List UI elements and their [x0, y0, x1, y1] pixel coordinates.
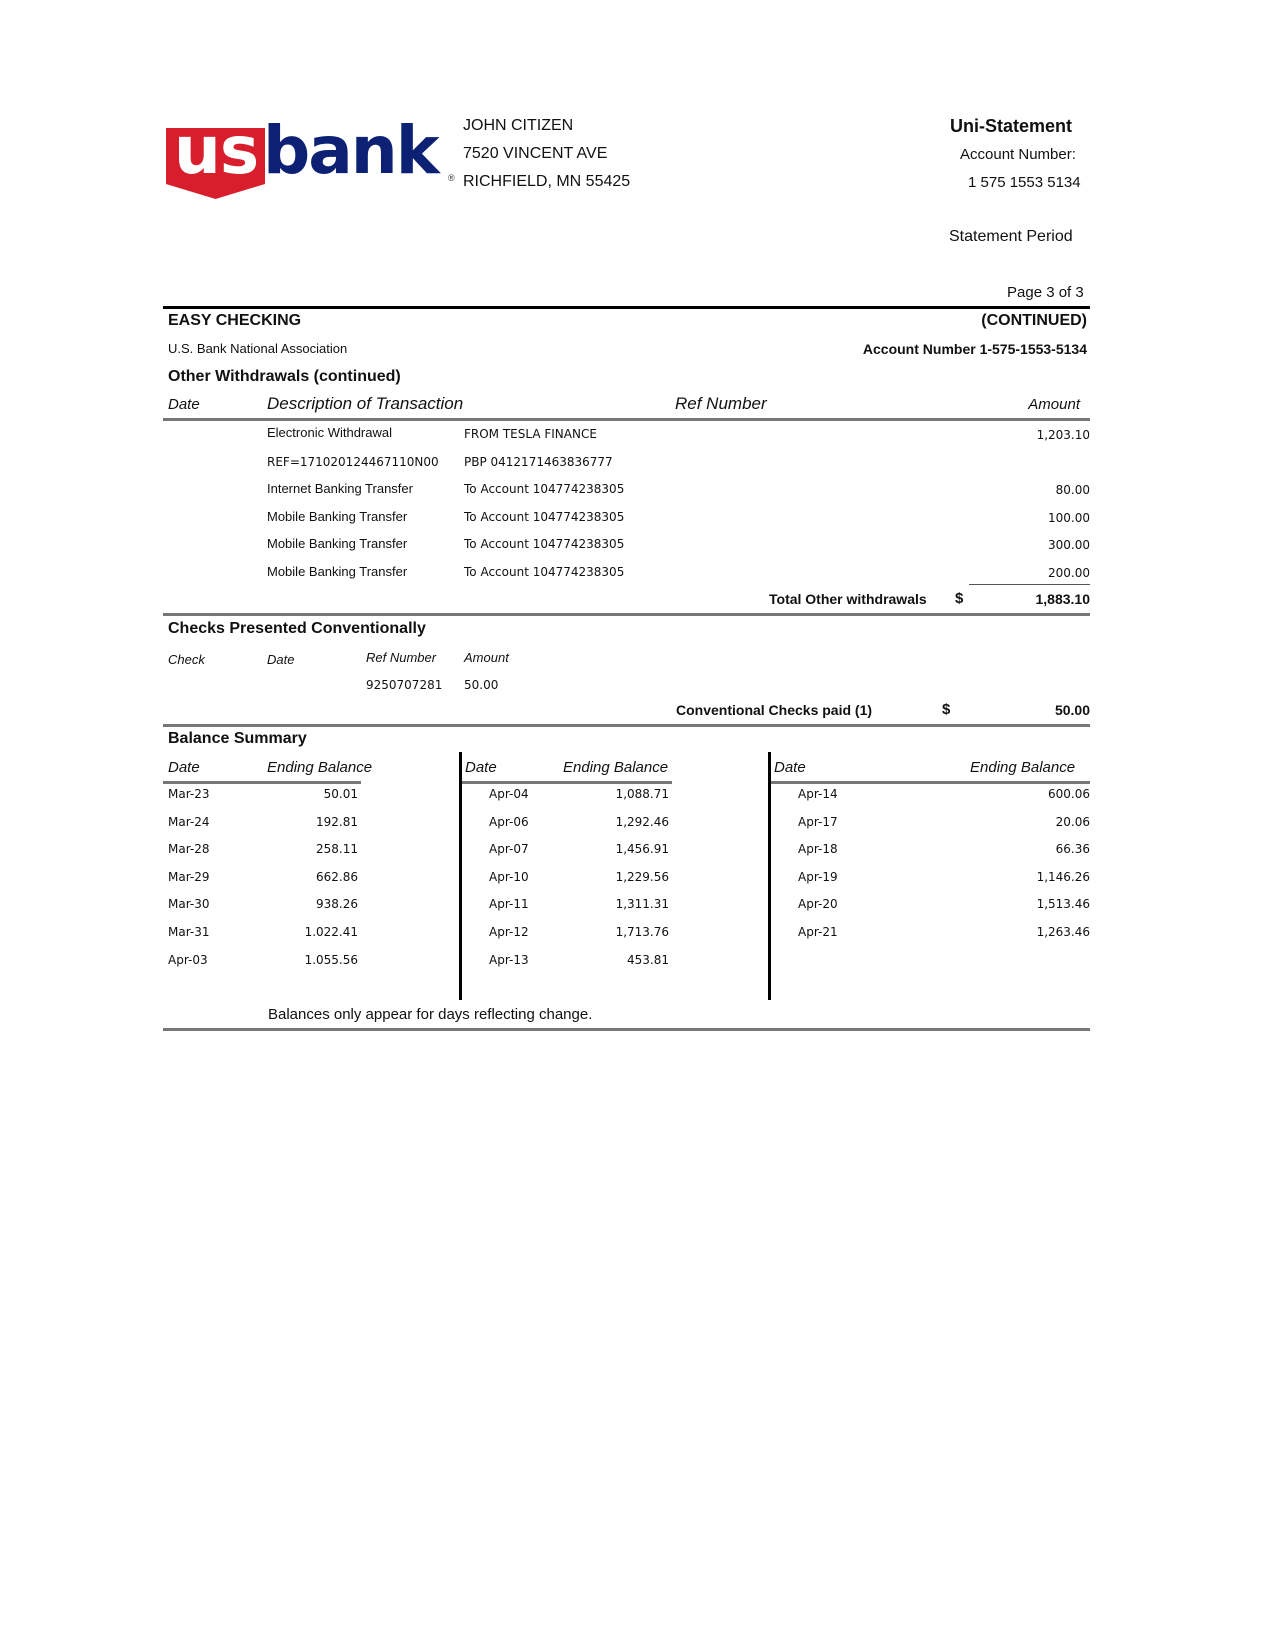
check-ref: 9250707281: [366, 678, 443, 692]
balance-value: 1.022.41: [304, 925, 358, 939]
balance-header-date-1: Date: [168, 759, 200, 776]
balance-value: 1,088.71: [615, 787, 669, 801]
transaction-amount: 100.00: [1048, 511, 1090, 525]
balance-value: 258.11: [316, 842, 358, 856]
balance-value: 662.86: [316, 870, 358, 884]
checks-header-ref: Ref Number: [366, 650, 437, 665]
logo-us-text: us: [173, 112, 259, 189]
balance-value: 192.81: [316, 815, 358, 829]
withdrawals-header-ref: Ref Number: [675, 394, 767, 413]
balance-value: 938.26: [316, 897, 358, 911]
transaction-amount: 200.00: [1048, 566, 1090, 580]
total-withdrawals-currency: $: [955, 590, 964, 607]
balance-header-rule-1: [163, 781, 361, 784]
balance-value: 1,713.76: [615, 925, 669, 939]
checks-header-amount: Amount: [464, 650, 509, 665]
balance-value: 1,311.31: [615, 897, 669, 911]
withdrawals-header-date: Date: [168, 396, 200, 413]
transaction-detail: To Account 104774238305: [464, 510, 625, 524]
balance-value: 1,263.46: [1036, 925, 1090, 939]
transaction-amount: 1,203.10: [1036, 428, 1090, 442]
checks-total-label: Conventional Checks paid (1): [676, 702, 873, 718]
balance-column-divider-1: [459, 752, 462, 1000]
balance-value: 1,456.91: [615, 842, 669, 856]
transaction-description: Mobile Banking Transfer: [267, 536, 408, 551]
transaction-description: Mobile Banking Transfer: [267, 564, 408, 579]
balance-date: Mar-30: [168, 897, 210, 911]
transaction-detail: To Account 104774238305: [464, 537, 625, 551]
balance-title: Balance Summary: [168, 730, 307, 747]
withdrawals-bottom-rule: [163, 613, 1090, 616]
check-amount: 50.00: [464, 678, 499, 692]
balance-header-date-3: Date: [774, 759, 806, 776]
balance-date: Apr-17: [798, 815, 838, 829]
logo-bank-text: bank: [263, 112, 438, 189]
checks-bottom-rule: [163, 724, 1090, 727]
balance-value: 1,229.56: [615, 870, 669, 884]
balance-date: Apr-07: [489, 842, 529, 856]
balance-value: 50.01: [323, 787, 358, 801]
balance-date: Apr-21: [798, 925, 838, 939]
balance-date: Apr-12: [489, 925, 529, 939]
checks-header-date: Date: [267, 652, 295, 667]
balance-value: 453.81: [627, 953, 669, 967]
bank-name: U.S. Bank National Association: [168, 341, 348, 356]
balance-date: Apr-10: [489, 870, 529, 884]
withdrawals-header-rule: [163, 418, 1090, 421]
balance-date: Apr-11: [489, 897, 529, 911]
withdrawals-header-amount: Amount: [1028, 396, 1080, 413]
total-withdrawals-label: Total Other withdrawals: [769, 591, 927, 607]
address-line2: RICHFIELD, MN 55425: [463, 173, 631, 190]
balance-bottom-rule: [163, 1028, 1090, 1031]
total-withdrawals-value: 1,883.10: [1035, 591, 1090, 607]
balance-value: 1.055.56: [304, 953, 358, 967]
balance-header-rule-3: [771, 781, 1090, 784]
balance-date: Apr-19: [798, 870, 838, 884]
transaction-amount: 300.00: [1048, 538, 1090, 552]
balance-value: 1,513.46: [1036, 897, 1090, 911]
balance-value: 1,292.46: [615, 815, 669, 829]
balance-footnote: Balances only appear for days reflecting change.: [268, 1006, 593, 1023]
balance-value: 600.06: [1048, 787, 1090, 801]
account-number-full: Account Number 1-575-1553-5134: [862, 341, 1087, 357]
section-title: EASY CHECKING: [168, 312, 302, 329]
balance-value: 66.36: [1055, 842, 1090, 856]
customer-name: JOHN CITIZEN: [463, 117, 574, 134]
transaction-description: Mobile Banking Transfer: [267, 509, 408, 524]
address-line1: 7520 VINCENT AVE: [463, 145, 608, 162]
balance-date: Apr-20: [798, 897, 838, 911]
balance-column-divider-2: [768, 752, 771, 1000]
withdrawals-header-description: Description of Transaction: [267, 394, 464, 413]
balance-header-ending-3: Ending Balance: [970, 759, 1076, 776]
statement-period-label: Statement Period: [949, 228, 1073, 245]
balance-date: Mar-31: [168, 925, 210, 939]
balance-value: 1,146.26: [1036, 870, 1090, 884]
section-top-rule: [163, 306, 1090, 309]
transaction-detail: FROM TESLA FINANCE: [464, 427, 597, 441]
page-number: Page 3 of 3: [1007, 284, 1084, 301]
balance-header-date-2: Date: [465, 759, 497, 776]
withdrawals-title: Other Withdrawals (continued): [168, 368, 401, 385]
balance-date: Apr-14: [798, 787, 838, 801]
balance-header-ending-2: Ending Balance: [563, 759, 669, 776]
balance-date: Mar-24: [168, 815, 210, 829]
logo-registered-mark: ®: [448, 173, 455, 183]
balance-date: Apr-18: [798, 842, 838, 856]
transaction-amount: 80.00: [1055, 483, 1090, 497]
balance-date: Mar-28: [168, 842, 210, 856]
checks-title: Checks Presented Conventionally: [168, 620, 426, 637]
balance-date: Apr-06: [489, 815, 529, 829]
transaction-detail: To Account 104774238305: [464, 482, 625, 496]
balance-date: Apr-04: [489, 787, 529, 801]
balance-date: Mar-23: [168, 787, 210, 801]
transaction-detail: PBP 0412171463836777: [464, 455, 613, 469]
checks-header-check: Check: [168, 652, 205, 667]
account-number: 1 575 1553 5134: [968, 174, 1081, 191]
balance-date: Mar-29: [168, 870, 210, 884]
balance-header-ending-1: Ending Balance: [267, 759, 373, 776]
transaction-description: REF=171020124467110N00: [267, 455, 439, 469]
continued-label: (CONTINUED): [981, 312, 1087, 329]
transaction-detail: To Account 104774238305: [464, 565, 625, 579]
balance-date: Apr-03: [168, 953, 208, 967]
checks-total-value: 50.00: [1054, 702, 1090, 718]
balance-header-rule-2: [462, 781, 672, 784]
total-underline: [969, 584, 1090, 585]
transaction-description: Internet Banking Transfer: [267, 481, 413, 496]
balance-date: Apr-13: [489, 953, 529, 967]
account-number-label: Account Number:: [960, 146, 1076, 163]
checks-total-currency: $: [942, 701, 951, 718]
balance-value: 20.06: [1055, 815, 1090, 829]
statement-title: Uni-Statement: [950, 116, 1073, 136]
transaction-description: Electronic Withdrawal: [267, 425, 392, 440]
